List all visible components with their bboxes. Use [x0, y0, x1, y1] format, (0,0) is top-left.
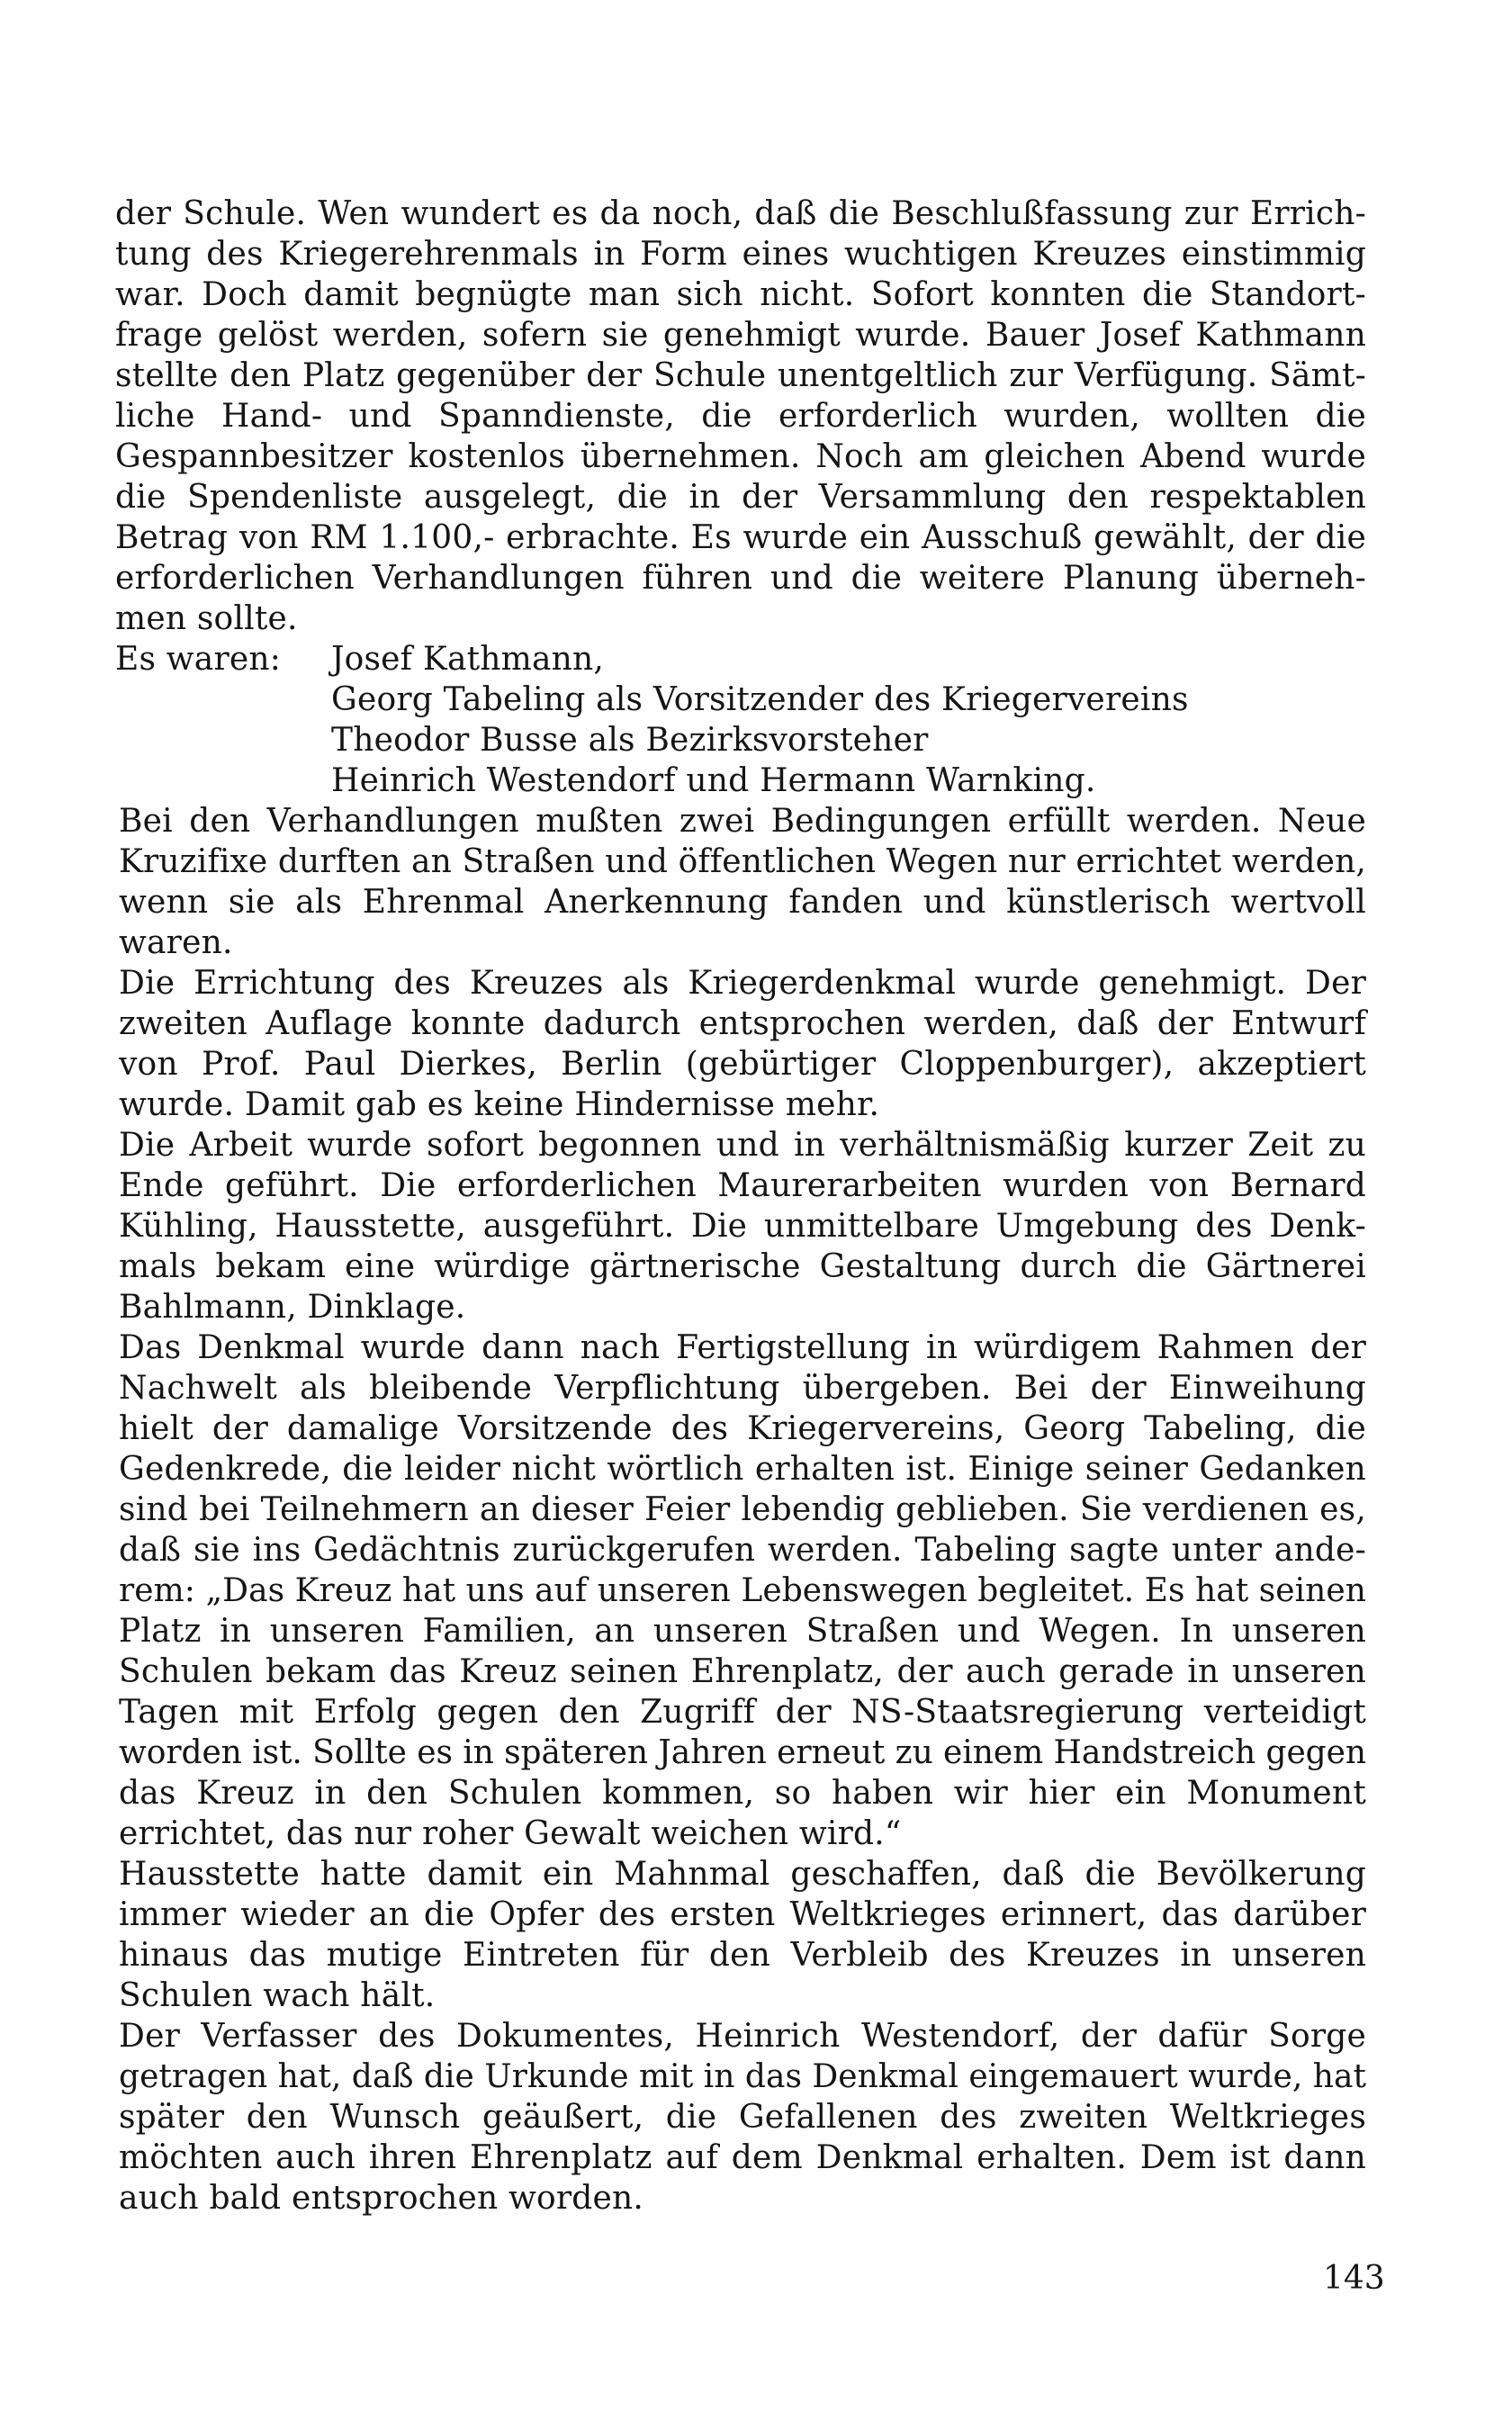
text-line: hielt der damalige Vorsitzende des Kriegervereins, Georg Tabeling, die	[119, 1410, 1366, 1447]
text-line: erforderlichen Verhandlungen führen und die weitere Planung überneh-	[115, 560, 1366, 597]
text-line: Das Denkmal wurde dann nach Fertigstellung in würdigem Rahmen der	[119, 1329, 1366, 1366]
text-line: Gespannbesitzer kostenlos übernehmen. Noch am gleichen Abend wurde	[115, 438, 1366, 475]
text-line: später den Wunsch geäußert, die Gefallenen des zweiten Weltkrieges	[119, 2099, 1366, 2136]
text-line: Nachwelt als bleibende Verpflichtung übergeben. Bei der Einweihung	[119, 1370, 1366, 1407]
text-line: errichtet, das nur roher Gewalt weichen wird.“	[119, 1815, 902, 1852]
text-line: das Kreuz in den Schulen kommen, so haben wir hier ein Monument	[119, 1775, 1366, 1812]
text-line: waren.	[119, 924, 233, 961]
text-line: Kühling, Hausstette, ausgeführt. Die unmittelbare Umgebung des Denk-	[119, 1208, 1366, 1245]
page-number: 143	[1323, 2260, 1385, 2297]
text-line: Josef Kathmann,	[331, 641, 605, 678]
text-line: Kruzifixe durften an Straßen und öffentlichen Wegen nur errichtet werden,	[119, 843, 1366, 880]
text-line: Hausstette hatte damit ein Mahnmal geschaffen, daß die Bevölkerung	[119, 1856, 1366, 1893]
text-line: Die Arbeit wurde sofort begonnen und in verhältnismäßig kurzer Zeit zu	[119, 1127, 1366, 1164]
text-line: worden ist. Sollte es in späteren Jahren erneut zu einem Handstreich gegen	[119, 1734, 1366, 1771]
text-line: wenn sie als Ehrenmal Anerkennung fanden und künstlerisch wertvoll	[119, 884, 1366, 921]
text-line: immer wieder an die Opfer des ersten Weltkrieges erinnert, das darüber	[119, 1896, 1366, 1933]
text-line: Heinrich Westendorf und Hermann Warnking.	[331, 762, 1096, 799]
text-line: Gedenkrede, die leider nicht wörtlich erhalten ist. Einige seiner Gedanken	[119, 1451, 1366, 1488]
text-line: war. Doch damit begnügte man sich nicht. Sofort konnten die Standort-	[115, 276, 1366, 313]
text-line: von Prof. Paul Dierkes, Berlin (gebürtiger Cloppenburger), akzeptiert	[119, 1046, 1366, 1083]
text-line: daß sie ins Gedächtnis zurückgerufen werden. Tabeling sagte unter ande-	[119, 1532, 1366, 1569]
text-line: Die Errichtung des Kreuzes als Kriegerdenkmal wurde genehmigt. Der	[119, 965, 1366, 1002]
text-line: liche Hand- und Spanndienste, die erforderlich wurden, wollten die	[115, 398, 1366, 435]
text-line: mals bekam eine würdige gärtnerische Gestaltung durch die Gärtnerei	[119, 1248, 1366, 1285]
text-line: möchten auch ihren Ehrenplatz auf dem Denkmal erhalten. Dem ist dann	[119, 2139, 1366, 2176]
text-line: Betrag von RM 1.100,- erbrachte. Es wurde ein Ausschuß gewählt, der die	[115, 519, 1366, 556]
text-line: Schulen wach hält.	[119, 1977, 436, 2014]
text-line: die Spendenliste ausgelegt, die in der Versammlung den respektablen	[115, 479, 1366, 516]
text-line: Bei den Verhandlungen mußten zwei Bedingungen erfüllt werden. Neue	[119, 803, 1366, 840]
text-line: rem: „Das Kreuz hat uns auf unseren Lebenswegen begleitet. Es hat seinen	[119, 1572, 1366, 1609]
text-line: men sollte.	[115, 600, 298, 637]
text-line: zweiten Auflage konnte dadurch entsprochen werden, daß der Entwurf	[119, 1005, 1366, 1042]
text-line: Es waren:	[115, 641, 282, 678]
text-line: der Schule. Wen wundert es da noch, daß die Beschlußfassung zur Errich-	[115, 195, 1366, 232]
text-line: Theodor Busse als Bezirksvorsteher	[331, 722, 929, 759]
text-line: Tagen mit Erfolg gegen den Zugriff der NS-Staatsregierung verteidigt	[119, 1694, 1366, 1731]
text-line: wurde. Damit gab es keine Hindernisse mehr.	[119, 1086, 880, 1123]
text-line: tung des Kriegerehrenmals in Form eines wuchtigen Kreuzes einstimmig	[115, 236, 1366, 273]
text-line: Platz in unseren Familien, an unseren Straßen und Wegen. In unseren	[119, 1613, 1366, 1650]
text-line: Schulen bekam das Kreuz seinen Ehrenplatz, der auch gerade in unseren	[119, 1653, 1366, 1690]
text-line: getragen hat, daß die Urkunde mit in das Denkmal eingemauert wurde, hat	[119, 2058, 1366, 2095]
text-line: Georg Tabeling als Vorsitzender des Kriegervereins	[331, 681, 1189, 718]
text-line: sind bei Teilnehmern an dieser Feier lebendig geblieben. Sie verdienen es,	[119, 1491, 1366, 1528]
text-line: frage gelöst werden, sofern sie genehmigt wurde. Bauer Josef Kathmann	[115, 317, 1366, 354]
text-line: hinaus das mutige Eintreten für den Verbleib des Kreuzes in unseren	[119, 1937, 1366, 1974]
text-line: Der Verfasser des Dokumentes, Heinrich Westendorf, der dafür Sorge	[119, 2018, 1366, 2055]
text-line: Ende geführt. Die erforderlichen Maurerarbeiten wurden von Bernard	[119, 1167, 1366, 1204]
text-line: stellte den Platz gegenüber der Schule unentgeltlich zur Verfügung. Sämt-	[115, 357, 1366, 394]
text-line: Bahlmann, Dinklage.	[119, 1289, 466, 1326]
text-line: auch bald entsprochen worden.	[119, 2180, 644, 2217]
